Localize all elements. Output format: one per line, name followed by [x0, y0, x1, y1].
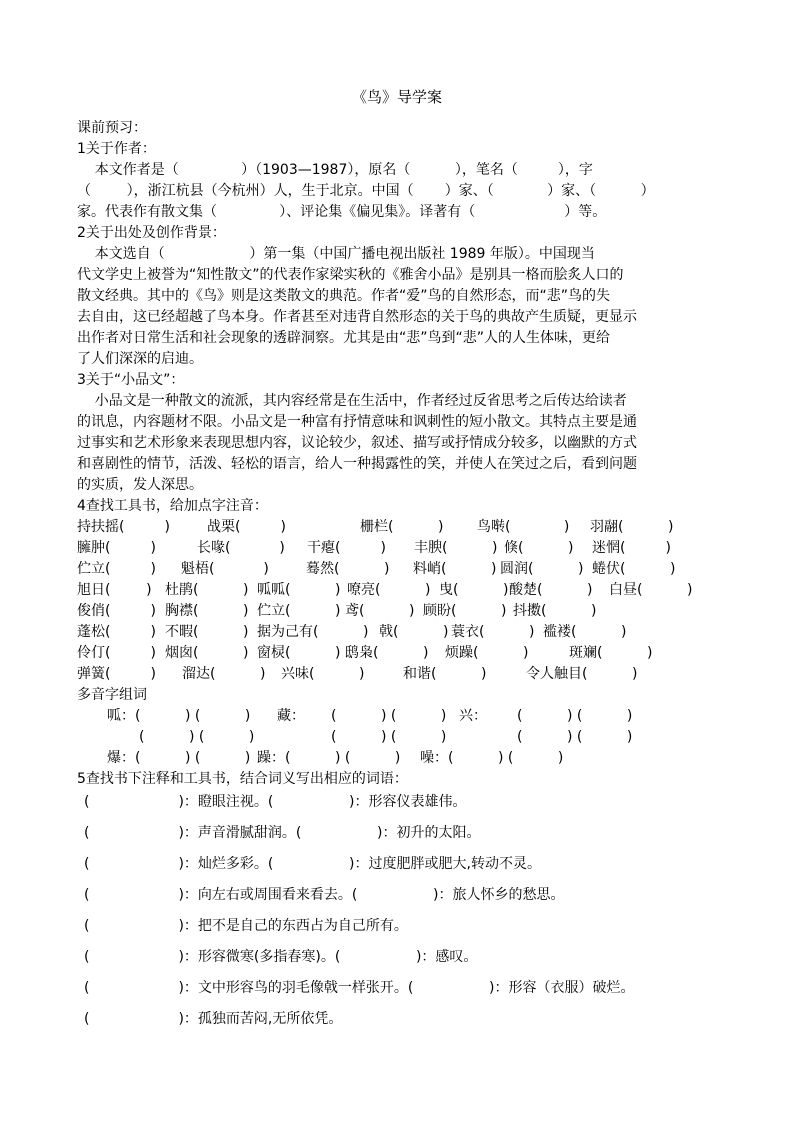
- section-3-line: 的实质，发人深思。: [77, 477, 203, 493]
- pinyin-item: 白昼( ): [609, 582, 693, 598]
- definition-line: ( )：文中形容鸟的羽毛像戟一样张开。( )：形容（衣服）破烂。: [84, 980, 635, 996]
- pinyin-item: 嘹亮( ): [347, 582, 431, 598]
- pinyin-item: 蓬松( ): [77, 624, 156, 640]
- section-1-heading: 1关于作者：: [77, 141, 156, 157]
- pinyin-item: 蓦然( ): [306, 561, 390, 577]
- pinyin-item: 兴味( ): [281, 666, 365, 682]
- definition-line: ( )：灿烂多彩。( )：过度肥胖或肥大,转动不灵。: [84, 856, 541, 872]
- pinyin-item: 斑斓( ): [569, 645, 653, 661]
- pinyin-item: 胸襟( ): [165, 603, 249, 619]
- section-3-line: 小品文是一种散文的流派，其内容经常是在生活中，作者经过反省思考之后传达给读者: [77, 393, 627, 409]
- section-5-heading: 5查找书下注释和工具书，结合词义写出相应的词语：: [77, 771, 408, 787]
- polyphonic-item: ( ) ( ): [331, 729, 447, 745]
- pinyin-item: 据为己有( ): [257, 624, 369, 640]
- pinyin-item: 伫立( ): [77, 561, 156, 577]
- preview-heading: 课前预习：: [77, 120, 147, 136]
- definition-line: ( )：把不是自己的东西占为自己所有。: [84, 918, 408, 934]
- pinyin-item: 溜达( ): [182, 666, 266, 682]
- polyphonic-heading: 多音字组词: [77, 687, 147, 703]
- polyphonic-item: ( ) ( ): [517, 729, 633, 745]
- pinyin-item: 持扶摇( ): [77, 519, 170, 535]
- polyphonic-item: 藏：: [277, 708, 305, 724]
- pinyin-item: 俊俏( ): [77, 603, 156, 619]
- pinyin-item: 栅栏( ): [360, 519, 444, 535]
- section-3-line: 和喜剧性的情节，活泼、轻松的语言，给人一种揭露性的笑，并使人在笑过之后，看到问题: [77, 456, 637, 472]
- polyphonic-item: 爆：( ) ( ): [107, 750, 251, 766]
- pinyin-item: 迷惘( ): [592, 540, 671, 556]
- pinyin-item: 鸟啭( ): [477, 519, 570, 535]
- section-3-heading: 3关于“小品文”：: [77, 372, 185, 388]
- section-3-line: 的讯息，内容题材不限。小品文是一种富有抒情意味和讽刺性的短小散文。其特点主要是通: [77, 414, 637, 430]
- pinyin-item: 长喙( ): [197, 540, 285, 556]
- pinyin-item: 顾盼( ): [423, 603, 507, 619]
- section-2-line: 出作者对日常生活和社会现象的透辟洞察。尤其是由“悲”鸟到“悲”人的人生体味，更给: [77, 330, 611, 346]
- pinyin-item: 魁梧( ): [181, 561, 269, 577]
- section-2-heading: 2关于出处及创作背景：: [77, 225, 226, 241]
- definition-line: ( )：向左右或周围看来看去。( )：旅人怀乡的愁思。: [84, 887, 565, 903]
- pinyin-item: 蜷伏( ): [592, 561, 676, 577]
- pinyin-item: 褴褛( ): [543, 624, 627, 640]
- pinyin-item: 旭日( ): [77, 582, 152, 598]
- pinyin-item: 呱呱( ): [257, 582, 341, 598]
- pinyin-item: 伫立( ): [257, 603, 341, 619]
- pinyin-item: 窗棂( ): [257, 645, 341, 661]
- pinyin-item: 酸楚( ): [509, 582, 593, 598]
- pinyin-item: 不暇( ): [165, 624, 249, 640]
- pinyin-item: 抖擞( ): [513, 603, 597, 619]
- pinyin-item: 戟( ): [379, 624, 449, 640]
- definition-line: ( )：瞪眼注视。( )：形容仪表雄伟。: [84, 794, 467, 810]
- section-1-line: 本文作者是（ ）（1903—1987），原名（ ），笔名（ ），字: [77, 162, 593, 178]
- pinyin-item: 羽翮( ): [590, 519, 674, 535]
- pinyin-item: 曳( ): [439, 582, 509, 598]
- polyphonic-item: ( ) ( ): [139, 729, 255, 745]
- pinyin-item: 烦躁( ): [445, 645, 529, 661]
- section-3-line: 过事实和艺术形象来表现思想内容，议论较少，叙述、描写或抒情成分较多，以幽默的方式: [77, 435, 637, 451]
- pinyin-item: 和谐( ): [403, 666, 487, 682]
- pinyin-item: 圆润( ): [500, 561, 584, 577]
- pinyin-item: 臃肿( ): [77, 540, 156, 556]
- polyphonic-item: ( ) ( ): [517, 708, 633, 724]
- pinyin-item: 干瘪( ): [307, 540, 386, 556]
- pinyin-item: 丰腴( ): [414, 540, 498, 556]
- definition-line: ( )：声音滑腻甜润。( )：初升的太阳。: [84, 825, 481, 841]
- polyphonic-item: 兴：: [459, 708, 487, 724]
- section-2-line: 代文学史上被誉为“知性散文”的代表作家梁实秋的《雅舍小品》是别具一格而脍炙人口的: [77, 267, 624, 283]
- section-2-line: 去自由，这已经超越了鸟本身。作者甚至对违背自然形态的关于鸟的典故产生质疑，更显示: [77, 309, 637, 325]
- pinyin-item: 烟囱( ): [165, 645, 249, 661]
- section-2-line: 本文选自（ ）第一集（中国广播电视出版社 1989 年版）。中国现当: [77, 246, 595, 262]
- pinyin-item: 杜鹃( ): [165, 582, 249, 598]
- polyphonic-item: ( ) ( ): [331, 708, 447, 724]
- section-2-line: 散文经典。其中的《鸟》则是这类散文的典范。作者“爱”鸟的自然形态，而“悲”鸟的失: [77, 288, 611, 304]
- pinyin-item: 战栗( ): [207, 519, 286, 535]
- section-4-heading: 4查找工具书，给加点字注音：: [77, 498, 268, 514]
- polyphonic-item: 躁：( ) ( ): [257, 750, 401, 766]
- pinyin-item: 伶仃( ): [77, 645, 156, 661]
- pinyin-item: 倏( ): [504, 540, 574, 556]
- page-title: 《鸟》导学案: [351, 88, 442, 106]
- definition-line: ( )：形容微寒(多指春寒)。( )：感叹。: [84, 949, 478, 965]
- pinyin-item: 蓑衣( ): [451, 624, 535, 640]
- polyphonic-item: 呱：( ) ( ): [107, 708, 251, 724]
- pinyin-item: 鸢( ): [345, 603, 415, 619]
- section-2-line: 了人们深深的启迪。: [77, 351, 203, 367]
- definition-line: ( )：孤独而苦闷,无所依凭。: [84, 1011, 343, 1027]
- pinyin-item: 料峭( ): [413, 561, 497, 577]
- section-1-line: （ ），浙江杭县（今杭州）人，生于北京。中国（ ）家、（ ）家、（ ）: [77, 183, 655, 199]
- polyphonic-item: 噪：( ) ( ): [420, 750, 564, 766]
- pinyin-item: 弹簧( ): [77, 666, 156, 682]
- section-1-line: 家。代表作有散文集（ ）、评论集《偏见集》。译著有（ ）等。: [77, 204, 607, 220]
- pinyin-item: 令人触目( ): [526, 666, 638, 682]
- pinyin-item: 鸱枭( ): [345, 645, 429, 661]
